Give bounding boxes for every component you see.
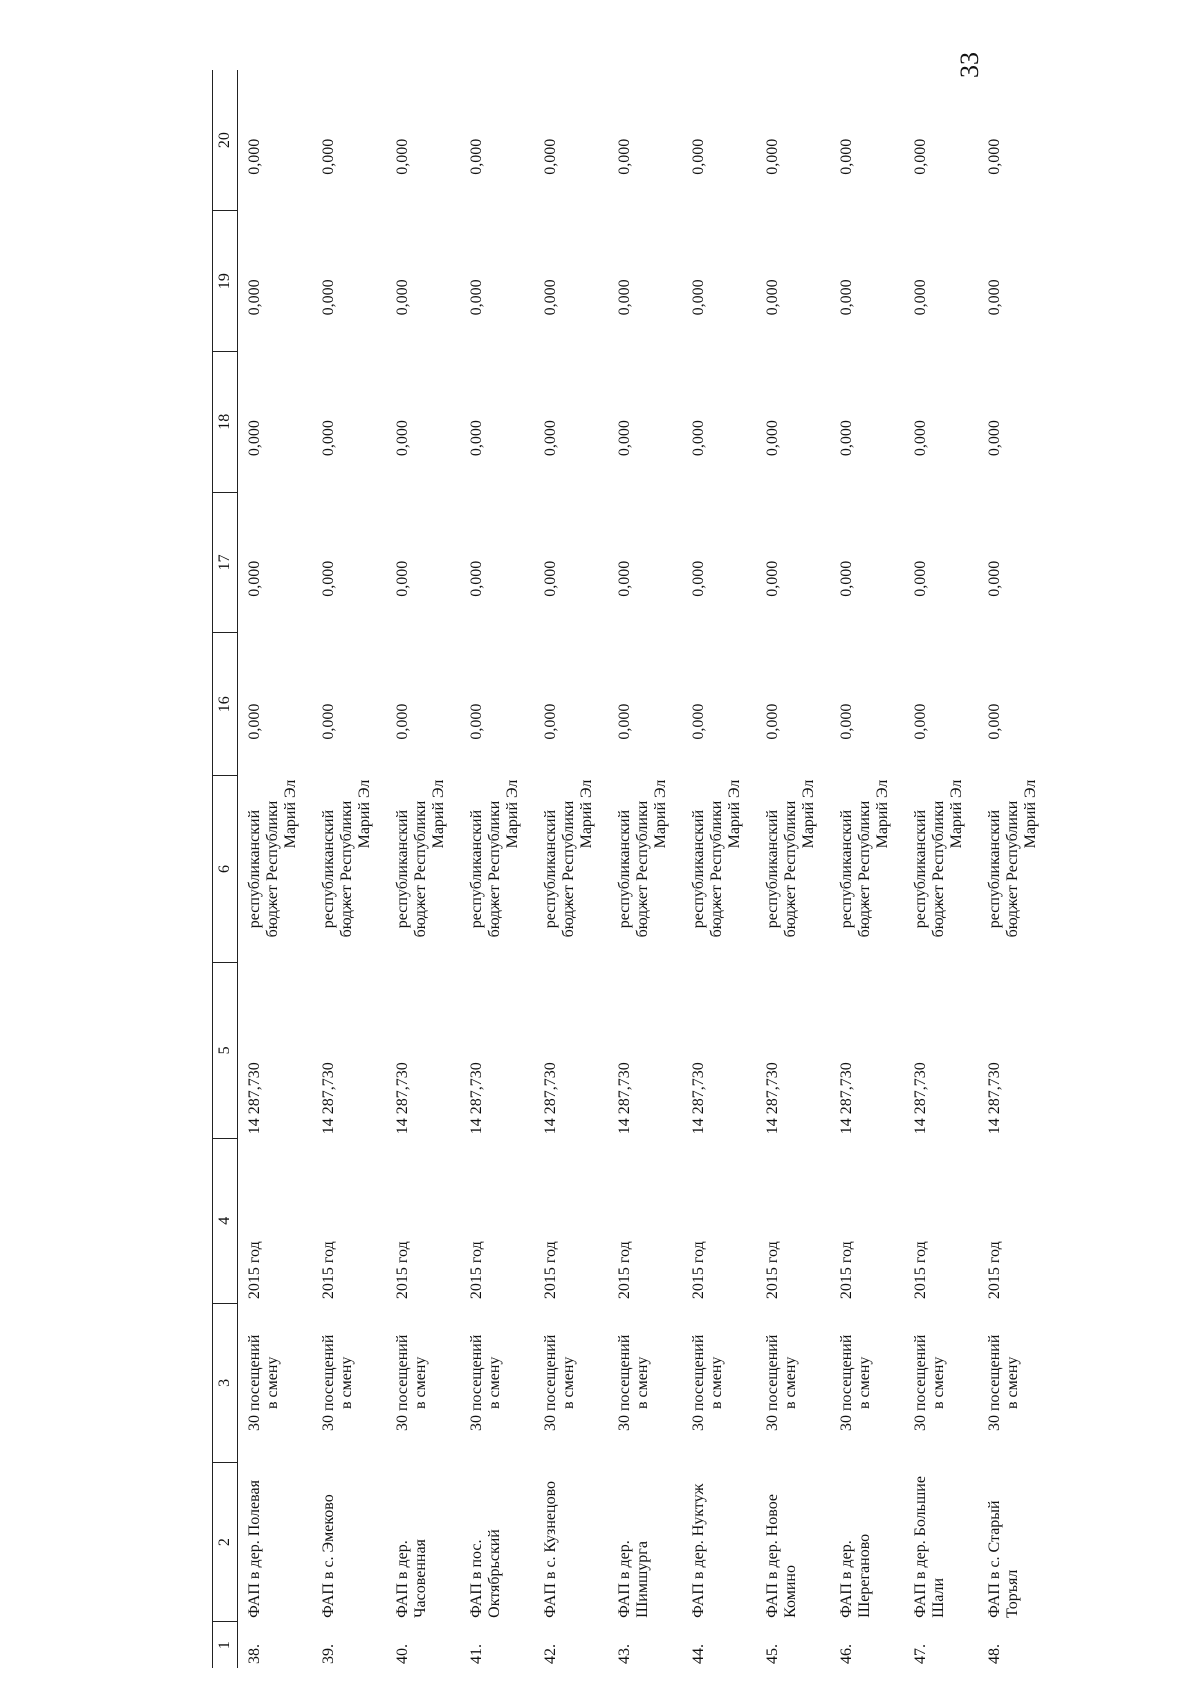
year: 2015 год xyxy=(320,1241,337,1300)
budget-source xyxy=(534,776,608,963)
column-header: 20 xyxy=(213,70,238,211)
year: 2015 год xyxy=(246,1241,263,1300)
value-col-20: 0,000 xyxy=(616,138,633,175)
capacity xyxy=(756,1303,830,1462)
value-col-20: 0,000 xyxy=(468,138,485,175)
capacity-line-2: в смену xyxy=(855,1356,873,1410)
value-col-19: 0,000 xyxy=(838,279,855,316)
budget-line-3: Марий Эл xyxy=(503,779,521,849)
budget-source xyxy=(386,776,460,963)
column-header: 3 xyxy=(213,1303,238,1462)
facility-name: ФАП в с. Кузнецово xyxy=(542,1480,559,1618)
value-col-18: 0,000 xyxy=(764,420,781,457)
capacity-line-2: в смену xyxy=(1003,1356,1021,1410)
row-number: 46. xyxy=(838,1644,855,1664)
budget-line-3: Марий Эл xyxy=(355,779,373,849)
column-header: 5 xyxy=(213,962,238,1138)
row-number: 43. xyxy=(616,1644,633,1664)
table-row xyxy=(386,70,460,1668)
table-row xyxy=(312,70,386,1668)
value-col-16: 0,000 xyxy=(468,703,485,740)
value-col-18: 0,000 xyxy=(320,420,337,457)
budget-line-1: республиканский xyxy=(764,809,781,929)
value-col-16: 0,000 xyxy=(246,703,263,740)
value-col-17: 0,000 xyxy=(246,560,263,597)
value-col-17: 0,000 xyxy=(616,560,633,597)
budget-line-2: бюджет Республики xyxy=(411,800,429,938)
column-header: 16 xyxy=(213,633,238,776)
value-col-20: 0,000 xyxy=(912,138,929,175)
value-col-16: 0,000 xyxy=(764,703,781,740)
cost: 14 287,730 xyxy=(838,1062,855,1135)
row-number: 41. xyxy=(468,1644,485,1664)
budget-line-1: республиканский xyxy=(986,809,1003,929)
value-col-19: 0,000 xyxy=(912,279,929,316)
facility-name: ФАП в дер. Полевая xyxy=(246,1480,263,1618)
cost: 14 287,730 xyxy=(616,1062,633,1135)
facility-name: ФАП в с. Старый Торъял xyxy=(986,1500,1021,1618)
capacity xyxy=(978,1303,1052,1462)
row-number: 39. xyxy=(320,1644,337,1664)
budget-line-3: Марий Эл xyxy=(725,779,743,849)
value-col-16: 0,000 xyxy=(838,703,855,740)
capacity xyxy=(238,1303,313,1462)
capacity-line-1: 30 посещений xyxy=(986,1334,1003,1432)
year: 2015 год xyxy=(616,1241,633,1300)
capacity-line-1: 30 посещений xyxy=(690,1334,707,1432)
budget-source xyxy=(238,776,313,963)
value-col-18: 0,000 xyxy=(616,420,633,457)
page-number: 33 xyxy=(955,52,984,78)
value-col-18: 0,000 xyxy=(246,420,263,457)
capacity xyxy=(608,1303,682,1462)
year: 2015 год xyxy=(986,1241,1003,1300)
column-header: 4 xyxy=(213,1138,238,1303)
budget-line-3: Марий Эл xyxy=(799,779,817,849)
value-col-16: 0,000 xyxy=(320,703,337,740)
budget-line-3: Марий Эл xyxy=(1021,779,1039,849)
value-col-19: 0,000 xyxy=(394,279,411,316)
budget-line-3: Марий Эл xyxy=(651,779,669,849)
budget-source xyxy=(830,776,904,963)
year: 2015 год xyxy=(838,1241,855,1300)
capacity-line-2: в смену xyxy=(929,1356,947,1410)
row-number: 44. xyxy=(690,1644,707,1664)
budget-line-1: республиканский xyxy=(468,809,485,929)
row-number: 47. xyxy=(912,1644,929,1664)
table-row xyxy=(460,70,534,1668)
facility-name: ФАП в дер. Шереганово xyxy=(838,1533,873,1618)
facility-name: ФАП в дер. Новое Комино xyxy=(764,1494,799,1618)
budget-line-2: бюджет Республики xyxy=(855,800,873,938)
column-header: 17 xyxy=(213,492,238,633)
capacity xyxy=(534,1303,608,1462)
value-col-20: 0,000 xyxy=(986,138,1003,175)
budget-line-3: Марий Эл xyxy=(429,779,447,849)
budget-line-1: республиканский xyxy=(246,809,263,929)
year: 2015 год xyxy=(912,1241,929,1300)
budget-line-2: бюджет Республики xyxy=(781,800,799,938)
capacity xyxy=(682,1303,756,1462)
value-col-17: 0,000 xyxy=(912,560,929,597)
value-col-20: 0,000 xyxy=(838,138,855,175)
budget-line-1: республиканский xyxy=(616,809,633,929)
budget-line-2: бюджет Республики xyxy=(559,800,577,938)
budget-source xyxy=(904,776,978,963)
column-header: 1 xyxy=(213,1622,238,1668)
cost: 14 287,730 xyxy=(320,1062,337,1135)
budget-line-1: республиканский xyxy=(690,809,707,929)
value-col-17: 0,000 xyxy=(542,560,559,597)
value-col-20: 0,000 xyxy=(690,138,707,175)
capacity xyxy=(386,1303,460,1462)
row-number: 38. xyxy=(246,1644,263,1664)
row-number: 45. xyxy=(764,1644,781,1664)
value-col-18: 0,000 xyxy=(394,420,411,457)
table-row xyxy=(534,70,608,1668)
row-number: 42. xyxy=(542,1644,559,1664)
budget-line-3: Марий Эл xyxy=(873,779,891,849)
column-header: 19 xyxy=(213,211,238,352)
value-col-20: 0,000 xyxy=(394,138,411,175)
row-number: 48. xyxy=(986,1644,1003,1664)
budget-line-2: бюджет Республики xyxy=(263,800,281,938)
row-number: 40. xyxy=(394,1644,411,1664)
value-col-19: 0,000 xyxy=(542,279,559,316)
value-col-19: 0,000 xyxy=(468,279,485,316)
budget-line-3: Марий Эл xyxy=(577,779,595,849)
table-row xyxy=(682,70,756,1668)
value-col-16: 0,000 xyxy=(394,703,411,740)
table-header xyxy=(213,70,238,1668)
budget-source xyxy=(460,776,534,963)
value-col-17: 0,000 xyxy=(838,560,855,597)
capacity-line-2: в смену xyxy=(781,1356,799,1410)
value-col-19: 0,000 xyxy=(986,279,1003,316)
capacity-line-2: в смену xyxy=(411,1356,429,1410)
table-row xyxy=(978,70,1052,1668)
capacity-line-1: 30 посещений xyxy=(394,1334,411,1432)
budget-line-2: бюджет Республики xyxy=(337,800,355,938)
budget-line-2: бюджет Республики xyxy=(485,800,503,938)
value-col-17: 0,000 xyxy=(690,560,707,597)
capacity-line-1: 30 посещений xyxy=(838,1334,855,1432)
budget-line-3: Марий Эл xyxy=(947,779,965,849)
facility-name: ФАП в дер. Нуктуж xyxy=(690,1483,707,1618)
facility-name: ФАП в дер. Шимшурга xyxy=(616,1540,651,1618)
budget-line-1: республиканский xyxy=(320,809,337,929)
budget-line-3: Марий Эл xyxy=(281,779,299,849)
table-row xyxy=(830,70,904,1668)
budget-source xyxy=(756,776,830,963)
capacity-line-2: в смену xyxy=(263,1356,281,1410)
budget-line-2: бюджет Республики xyxy=(707,800,725,938)
value-col-17: 0,000 xyxy=(394,560,411,597)
cost: 14 287,730 xyxy=(986,1062,1003,1135)
value-col-20: 0,000 xyxy=(542,138,559,175)
budget-source xyxy=(608,776,682,963)
facility-name: ФАП в с. Эмеково xyxy=(320,1494,337,1618)
rotated-page xyxy=(212,52,1039,1668)
capacity-line-1: 30 посещений xyxy=(616,1334,633,1432)
column-header: 2 xyxy=(213,1462,238,1621)
cost: 14 287,730 xyxy=(468,1062,485,1135)
value-col-17: 0,000 xyxy=(764,560,781,597)
table-row xyxy=(756,70,830,1668)
capacity-line-1: 30 посещений xyxy=(542,1334,559,1432)
capacity xyxy=(830,1303,904,1462)
capacity xyxy=(904,1303,978,1462)
year: 2015 год xyxy=(764,1241,781,1300)
value-col-19: 0,000 xyxy=(690,279,707,316)
capacity-line-2: в смену xyxy=(485,1356,503,1410)
capacity-line-1: 30 посещений xyxy=(320,1334,337,1432)
year: 2015 год xyxy=(542,1241,559,1300)
value-col-16: 0,000 xyxy=(616,703,633,740)
value-col-16: 0,000 xyxy=(542,703,559,740)
budget-line-1: республиканский xyxy=(838,809,855,929)
cost: 14 287,730 xyxy=(764,1062,781,1135)
value-col-20: 0,000 xyxy=(246,138,263,175)
capacity-line-2: в смену xyxy=(633,1356,651,1410)
capacity-line-1: 30 посещений xyxy=(764,1334,781,1432)
capacity-line-1: 30 посещений xyxy=(912,1334,929,1432)
budget-line-1: республиканский xyxy=(912,809,929,929)
value-col-16: 0,000 xyxy=(986,703,1003,740)
value-col-20: 0,000 xyxy=(320,138,337,175)
column-header: 6 xyxy=(213,776,238,963)
capacity xyxy=(312,1303,386,1462)
facility-name: ФАП в пос. Октябрьский xyxy=(468,1529,503,1618)
value-col-18: 0,000 xyxy=(542,420,559,457)
year: 2015 год xyxy=(394,1241,411,1300)
value-col-16: 0,000 xyxy=(912,703,929,740)
budget-line-1: республиканский xyxy=(394,809,411,929)
budget-source xyxy=(682,776,756,963)
value-col-19: 0,000 xyxy=(246,279,263,316)
table-row xyxy=(904,70,978,1668)
value-col-18: 0,000 xyxy=(986,420,1003,457)
value-col-17: 0,000 xyxy=(986,560,1003,597)
value-col-20: 0,000 xyxy=(764,138,781,175)
capacity-line-1: 30 посещений xyxy=(246,1334,263,1432)
table-row xyxy=(238,70,313,1668)
budget-line-2: бюджет Республики xyxy=(1003,800,1021,938)
budget-line-1: республиканский xyxy=(542,809,559,929)
budget-line-2: бюджет Республики xyxy=(633,800,651,938)
value-col-19: 0,000 xyxy=(320,279,337,316)
facilities-table xyxy=(212,70,1052,1668)
value-col-17: 0,000 xyxy=(320,560,337,597)
capacity-line-2: в смену xyxy=(707,1356,725,1410)
budget-source xyxy=(312,776,386,963)
value-col-17: 0,000 xyxy=(468,560,485,597)
facility-name: ФАП в дер. Часовенная xyxy=(394,1539,429,1618)
value-col-18: 0,000 xyxy=(912,420,929,457)
cost: 14 287,730 xyxy=(394,1062,411,1135)
cost: 14 287,730 xyxy=(690,1062,707,1135)
budget-line-2: бюджет Республики xyxy=(929,800,947,938)
column-header: 18 xyxy=(213,351,238,492)
capacity xyxy=(460,1303,534,1462)
value-col-19: 0,000 xyxy=(616,279,633,316)
capacity-line-2: в смену xyxy=(559,1356,577,1410)
cost: 14 287,730 xyxy=(542,1062,559,1135)
table-body xyxy=(238,70,1053,1668)
capacity-line-2: в смену xyxy=(337,1356,355,1410)
year: 2015 год xyxy=(690,1241,707,1300)
table-row xyxy=(608,70,682,1668)
value-col-18: 0,000 xyxy=(690,420,707,457)
capacity-line-1: 30 посещений xyxy=(468,1334,485,1432)
value-col-19: 0,000 xyxy=(764,279,781,316)
cost: 14 287,730 xyxy=(246,1062,263,1135)
year: 2015 год xyxy=(468,1241,485,1300)
value-col-16: 0,000 xyxy=(690,703,707,740)
value-col-18: 0,000 xyxy=(468,420,485,457)
value-col-18: 0,000 xyxy=(838,420,855,457)
cost: 14 287,730 xyxy=(912,1062,929,1135)
budget-source xyxy=(978,776,1052,963)
facility-name: ФАП в дер. Большие Шали xyxy=(912,1476,947,1618)
